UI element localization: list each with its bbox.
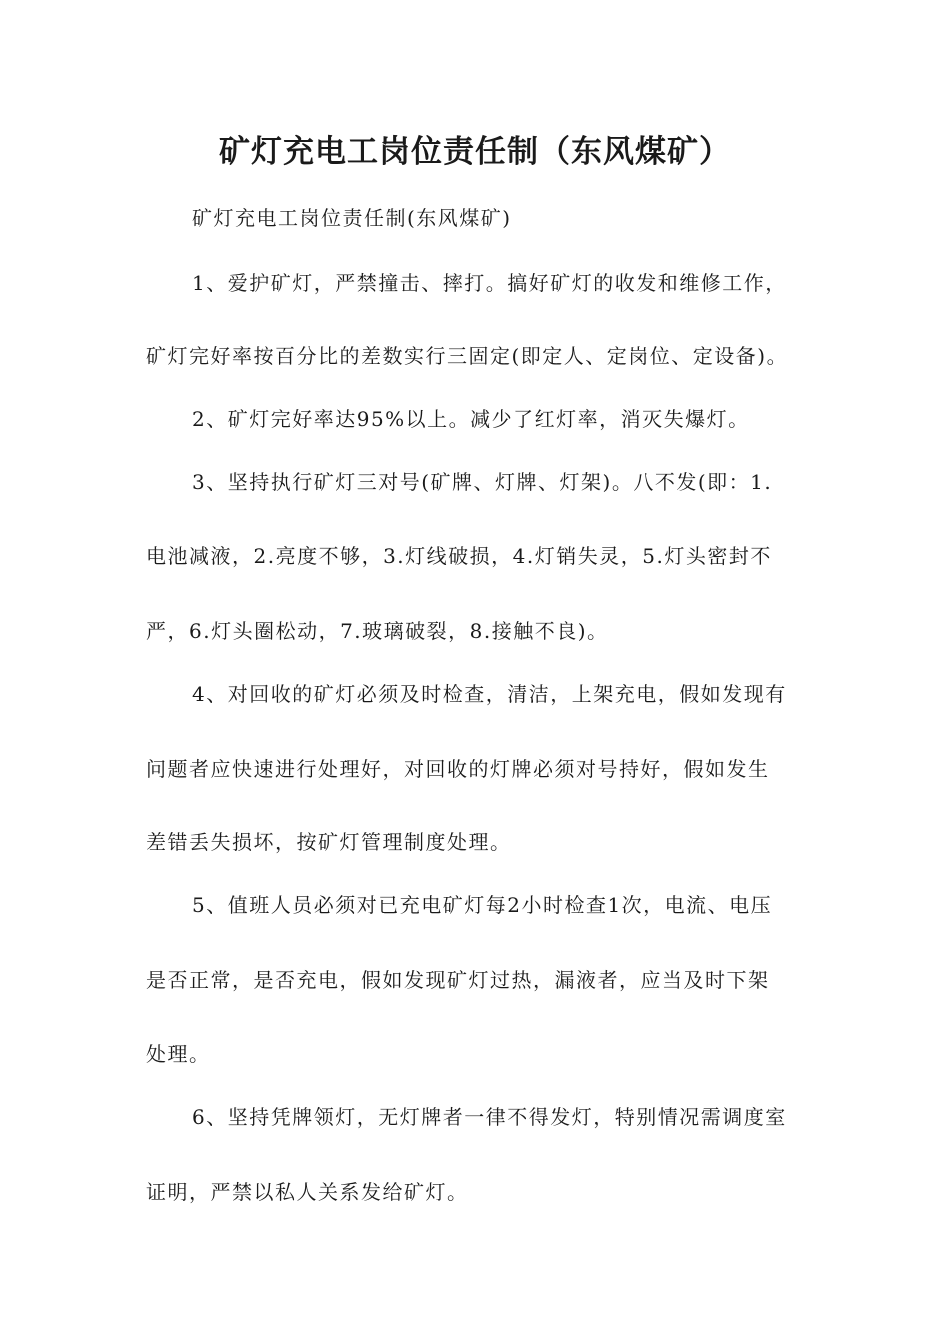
item-3-line-1: 3、坚持执行矿灯三对号(矿牌、灯牌、灯架)。八不发(即：1. (192, 470, 773, 494)
subtitle-line: 矿灯充电工岗位责任制(东风煤矿) (192, 206, 512, 230)
item-4-line-1: 4、对回收的矿灯必须及时检查，清洁，上架充电，假如发现有 (192, 682, 787, 706)
item-3-line-3: 严，6.灯头圈松动，7.玻璃破裂，8.接触不良)。 (146, 619, 609, 643)
item-4-line-3: 差错丢失损坏，按矿灯管理制度处理。 (146, 830, 512, 854)
item-1-line-1: 1、爱护矿灯，严禁撞击、摔打。搞好矿灯的收发和维修工作， (192, 271, 787, 295)
item-3-line-2: 电池减液，2.亮度不够，3.灯线破损，4.灯销失灵，5.灯头密封不 (146, 544, 772, 568)
item-5-line-1: 5、值班人员必须对已充电矿灯每2小时检查1次，电流、电压 (192, 893, 773, 917)
document-title: 矿灯充电工岗位责任制（东风煤矿） (219, 134, 731, 170)
item-5-line-3: 处理。 (146, 1042, 211, 1066)
item-1-line-2: 矿灯完好率按百分比的差数实行三固定(即定人、定岗位、定设备)。 (146, 344, 789, 368)
item-5-line-2: 是否正常，是否充电，假如发现矿灯过热，漏液者，应当及时下架 (146, 968, 770, 992)
item-6-line-1: 6、坚持凭牌领灯，无灯牌者一律不得发灯，特别情况需调度室 (192, 1105, 787, 1129)
item-6-line-2: 证明，严禁以私人关系发给矿灯。 (146, 1180, 469, 1204)
item-4-line-2: 问题者应快速进行处理好，对回收的灯牌必须对号持好，假如发生 (146, 757, 770, 781)
item-2-line-1: 2、矿灯完好率达95%以上。减少了红灯率，消灭失爆灯。 (192, 407, 750, 431)
